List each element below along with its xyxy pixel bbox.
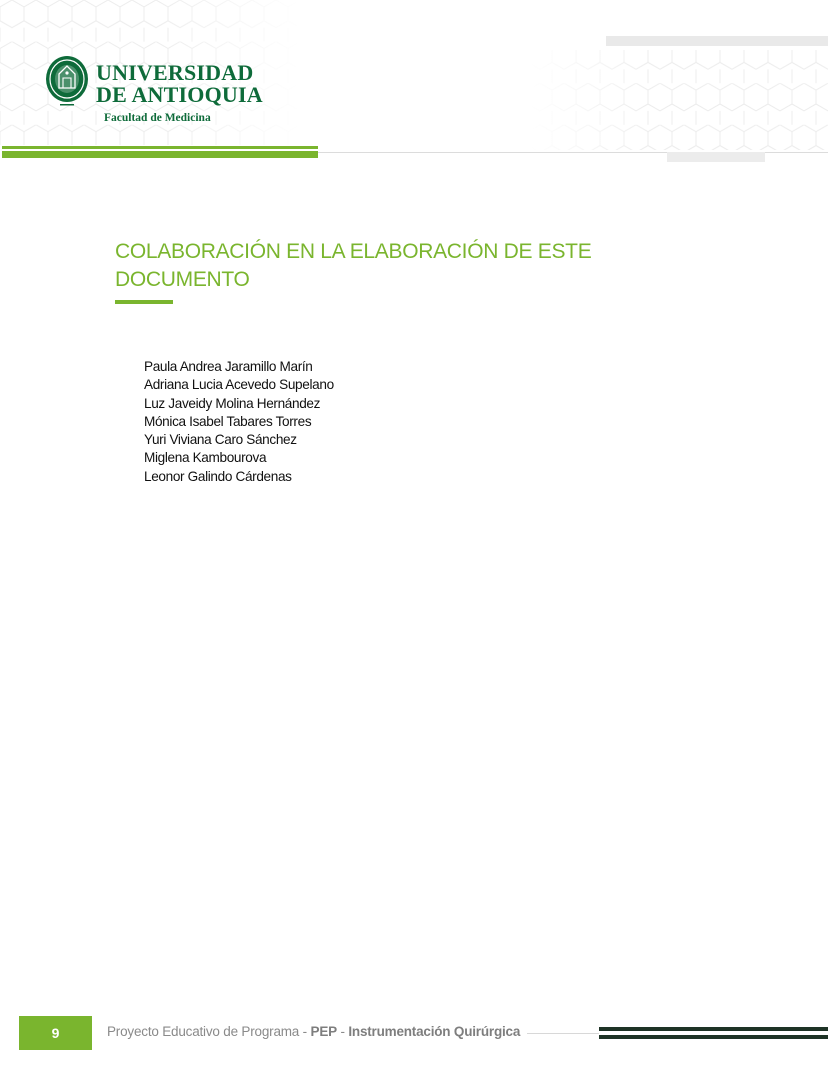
collaborator-name: Miglena Kambourova <box>144 450 267 466</box>
footer-separator: - <box>299 1024 311 1039</box>
collaborator-name: Paula Andrea Jaramillo Marín <box>144 359 313 374</box>
faculty-name: Facultad de Medicina <box>104 112 211 124</box>
page-number-badge <box>19 1016 92 1050</box>
collaborator-list <box>144 358 334 486</box>
collaborator-name: Yuri Viviana Caro Sánchez <box>144 432 297 448</box>
section-title: COLABORACIÓN EN LA ELABORACIÓN DE ESTE DOCUMENTO <box>115 240 592 291</box>
footer-program: Proyecto Educativo de Programa <box>107 1024 300 1039</box>
footer-dark-bar-top <box>599 1027 828 1031</box>
header-green-rule-thin <box>2 146 318 149</box>
collaborator-name: Adriana Lucia Acevedo Supelano <box>144 377 334 393</box>
university-name-line1: UNIVERSIDAD <box>96 60 254 85</box>
collaborator-name: Luz Javeidy Molina Hernández <box>144 395 321 411</box>
university-seal-icon <box>44 54 90 108</box>
footer-title <box>107 1024 520 1039</box>
footer-dark-bar-bottom <box>599 1035 828 1039</box>
collaborator-name: Mónica Isabel Tabares Torres <box>144 413 312 429</box>
header-gray-block <box>667 152 765 162</box>
section-title-underline <box>115 300 173 304</box>
footer-gray-rule <box>527 1033 599 1034</box>
header-gray-bar <box>606 36 828 46</box>
footer-pep: PEP <box>310 1024 337 1039</box>
header-green-rule-thick <box>2 151 318 158</box>
university-name-line2: DE ANTIOQUIA <box>96 82 263 107</box>
collaborator-name: Leonor Galindo Cárdenas <box>144 468 292 484</box>
page-number: 9 <box>51 1025 60 1041</box>
footer-separator: - <box>336 1024 349 1039</box>
footer-program-name: Instrumentación Quirúrgica <box>348 1024 521 1039</box>
